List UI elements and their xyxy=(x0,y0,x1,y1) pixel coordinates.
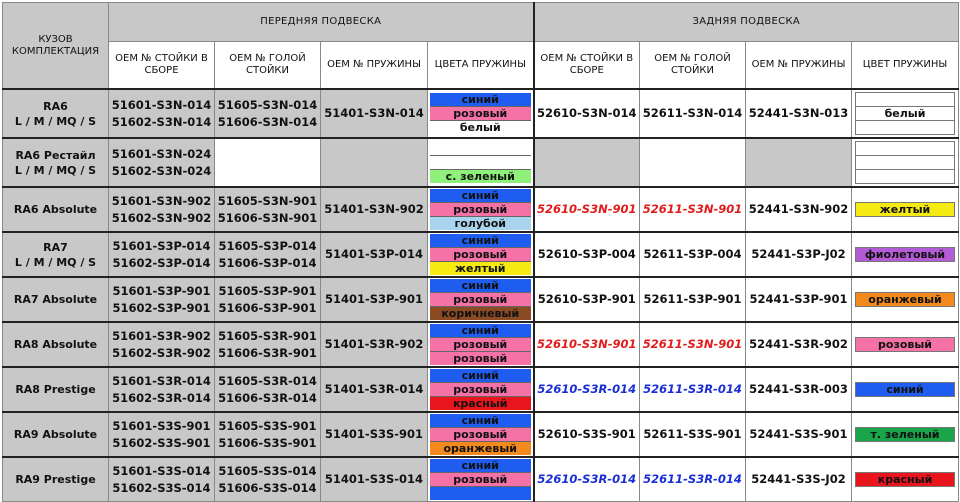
oem-number: 51605-S3S-014 xyxy=(218,463,317,478)
spring-color-swatch: розовый xyxy=(430,338,531,352)
front-colors-cell xyxy=(428,232,534,277)
oem-number: 52441-S3P-J02 xyxy=(751,247,846,261)
body-trim-cell xyxy=(3,232,109,277)
front-bare-cell xyxy=(215,138,321,187)
header-rear-spring: ОЕМ № ПРУЖИНЫ xyxy=(746,42,852,90)
front-spring-cell xyxy=(321,138,428,187)
oem-number: 51602-S3R-902 xyxy=(112,345,211,360)
oem-number: 51601-S3P-014 xyxy=(112,238,211,253)
oem-number: 51606-S3R-014 xyxy=(218,390,317,405)
rear-spring-color-swatch xyxy=(855,141,955,156)
rear-color-cell xyxy=(852,187,959,232)
oem-number: 51602-S3P-901 xyxy=(112,300,211,315)
body-trim-cell xyxy=(3,138,109,187)
oem-number: 52610-S3P-901 xyxy=(537,292,636,306)
front-assy-cell xyxy=(109,187,215,232)
oem-number: 51602-S3N-902 xyxy=(111,210,212,225)
oem-number: 51605-S3N-901 xyxy=(217,193,318,208)
oem-number: 52610-S3R-014 xyxy=(537,382,637,396)
front-assy-cell xyxy=(109,367,215,412)
body-trim-line: RA6 Absolute xyxy=(13,203,98,216)
oem-number: 52611-S3N-014 xyxy=(642,106,743,120)
oem-number: 51606-S3N-014 xyxy=(217,114,318,129)
rear-spring-cell xyxy=(746,232,852,277)
rear-assy-cell xyxy=(534,138,640,187)
table-row xyxy=(3,367,959,412)
oem-number: 52611-S3N-901 xyxy=(642,202,743,216)
spring-color-swatch: с. зеленый xyxy=(430,170,531,183)
front-colors-cell xyxy=(428,367,534,412)
body-trim-cell xyxy=(3,187,109,232)
front-spring-cell xyxy=(321,187,428,232)
oem-number: 51606-S3S-901 xyxy=(218,435,317,450)
rear-assy-cell xyxy=(534,412,640,457)
front-assy-cell xyxy=(109,322,215,367)
rear-assy-cell xyxy=(534,457,640,502)
header-front-colors: ЦВЕТА ПРУЖИНЫ xyxy=(428,42,534,90)
rear-color-cell xyxy=(852,322,959,367)
table-row xyxy=(3,138,959,187)
body-trim-line: L / M / MQ / S xyxy=(14,114,97,128)
spring-color-swatch: синий xyxy=(430,189,531,203)
oem-number: 51401-S3P-014 xyxy=(324,247,424,261)
front-colors-cell xyxy=(428,89,534,138)
body-trim-cell xyxy=(3,89,109,138)
rear-bare-cell xyxy=(640,89,746,138)
front-assy-cell xyxy=(109,89,215,138)
rear-bare-cell xyxy=(640,457,746,502)
front-assy-cell xyxy=(109,232,215,277)
rear-bare-cell xyxy=(640,232,746,277)
rear-spring-cell xyxy=(746,89,852,138)
front-assy-cell xyxy=(109,412,215,457)
table-row xyxy=(3,277,959,322)
oem-number: 52441-S3P-901 xyxy=(749,292,848,306)
header-rear-group: ЗАДНЯЯ ПОДВЕСКА xyxy=(534,3,959,42)
oem-number: 52610-S3N-901 xyxy=(537,202,637,216)
oem-number: 51401-S3N-014 xyxy=(324,106,424,120)
body-trim-cell xyxy=(3,322,109,367)
spring-color-swatch: розовый xyxy=(430,352,531,365)
oem-number: 51602-S3R-014 xyxy=(112,390,211,405)
oem-number: 51606-S3N-901 xyxy=(217,210,318,225)
oem-number: 52611-S3S-901 xyxy=(643,427,742,441)
oem-number: 52611-S3R-014 xyxy=(643,382,742,396)
rear-bare-cell xyxy=(640,367,746,412)
body-trim-cell xyxy=(3,457,109,502)
rear-spring-color-swatch: фиолетовый xyxy=(855,247,955,262)
oem-number: 51401-S3R-014 xyxy=(324,382,424,396)
oem-number: 51602-S3S-901 xyxy=(112,435,211,450)
rear-spring-color-swatch xyxy=(855,169,955,184)
rear-color-cell xyxy=(852,367,959,412)
front-bare-cell xyxy=(215,277,321,322)
oem-number: 52610-S3N-901 xyxy=(537,337,637,351)
oem-number: 51606-S3P-901 xyxy=(218,300,317,315)
oem-number: 51601-S3N-024 xyxy=(111,146,212,161)
oem-number: 51605-S3R-014 xyxy=(218,373,317,388)
header-front-bare: ОЕМ № ГОЛОЙ СТОЙКИ xyxy=(215,42,321,90)
body-trim-line: RA9 Absolute xyxy=(13,428,98,441)
rear-spring-cell xyxy=(746,277,852,322)
table-row xyxy=(3,187,959,232)
front-spring-cell xyxy=(321,89,428,138)
oem-number: 51602-S3N-024 xyxy=(111,163,212,178)
body-trim-line: RA8 Absolute xyxy=(13,338,98,351)
oem-number: 51606-S3P-014 xyxy=(218,255,317,270)
spring-color-swatch: оранжевый xyxy=(430,442,531,455)
table-row xyxy=(3,232,959,277)
oem-number: 51601-S3P-901 xyxy=(112,283,211,298)
body-trim-cell xyxy=(3,277,109,322)
spring-color-swatch: синий xyxy=(430,93,531,107)
spring-color-swatch: розовый xyxy=(430,428,531,442)
rear-spring-cell xyxy=(746,412,852,457)
body-trim-cell xyxy=(3,367,109,412)
rear-bare-cell xyxy=(640,138,746,187)
rear-assy-cell xyxy=(534,232,640,277)
rear-spring-color-swatch: т. зеленый xyxy=(855,427,955,442)
front-bare-cell xyxy=(215,457,321,502)
rear-assy-cell xyxy=(534,187,640,232)
oem-number: 51602-S3S-014 xyxy=(112,480,211,495)
oem-number: 52441-S3N-902 xyxy=(748,202,849,216)
rear-spring-color-swatch xyxy=(855,155,955,170)
spring-color-swatch xyxy=(430,487,531,500)
spring-color-swatch: розовый xyxy=(430,383,531,397)
rear-bare-cell xyxy=(640,322,746,367)
body-trim-cell xyxy=(3,412,109,457)
oem-number: 52610-S3R-014 xyxy=(537,472,637,486)
table-body xyxy=(3,89,959,502)
spring-color-swatch: розовый xyxy=(430,248,531,262)
spring-color-swatch: розовый xyxy=(430,203,531,217)
spring-color-swatch: розовый xyxy=(430,473,531,487)
oem-number: 51601-S3R-014 xyxy=(112,373,211,388)
spring-color-swatch: белый xyxy=(430,121,531,134)
spring-color-swatch: синий xyxy=(430,324,531,338)
front-bare-cell xyxy=(215,232,321,277)
rear-bare-cell xyxy=(640,412,746,457)
front-spring-cell xyxy=(321,232,428,277)
oem-number: 52611-S3P-901 xyxy=(643,292,742,306)
front-bare-cell xyxy=(215,187,321,232)
rear-assy-cell xyxy=(534,322,640,367)
rear-spring-color-swatch: красный xyxy=(855,472,955,487)
oem-number: 52441-S3R-003 xyxy=(749,382,848,396)
rear-spring-color-swatch: оранжевый xyxy=(855,292,955,307)
front-bare-cell xyxy=(215,412,321,457)
oem-number: 51601-S3S-014 xyxy=(112,463,211,478)
spring-color-swatch xyxy=(430,156,531,170)
oem-number: 51605-S3S-901 xyxy=(218,418,317,433)
front-spring-cell xyxy=(321,412,428,457)
spring-color-swatch: синий xyxy=(430,279,531,293)
rear-color-cell xyxy=(852,232,959,277)
oem-number: 51601-S3S-901 xyxy=(112,418,211,433)
oem-number: 52611-S3P-004 xyxy=(643,247,742,261)
body-trim-line: L / M / MQ / S xyxy=(14,163,97,177)
oem-number: 51606-S3S-014 xyxy=(218,480,317,495)
front-bare-cell xyxy=(215,367,321,412)
rear-spring-cell xyxy=(746,138,852,187)
rear-spring-color-swatch: желтый xyxy=(855,202,955,217)
rear-bare-cell xyxy=(640,277,746,322)
front-colors-cell xyxy=(428,138,534,187)
front-spring-cell xyxy=(321,322,428,367)
rear-color-cell xyxy=(852,412,959,457)
rear-spring-color-swatch: белый xyxy=(855,106,955,121)
table-row xyxy=(3,89,959,138)
oem-number: 52610-S3P-004 xyxy=(537,247,636,261)
rear-assy-cell xyxy=(534,277,640,322)
oem-number: 51601-S3N-014 xyxy=(111,97,212,112)
oem-number: 51606-S3R-901 xyxy=(218,345,317,360)
rear-spring-cell xyxy=(746,187,852,232)
spring-color-swatch: синий xyxy=(430,459,531,473)
rear-spring-color-swatch xyxy=(855,120,955,135)
spring-color-swatch: синий xyxy=(430,234,531,248)
spring-color-swatch: коричневый xyxy=(430,307,531,320)
rear-color-cell xyxy=(852,89,959,138)
front-spring-cell xyxy=(321,277,428,322)
body-trim-line: L / M / MQ / S xyxy=(14,255,97,269)
front-colors-cell xyxy=(428,457,534,502)
oem-number: 51601-S3N-902 xyxy=(111,193,212,208)
spring-color-swatch: синий xyxy=(430,369,531,383)
oem-number: 51401-S3N-902 xyxy=(324,202,424,216)
oem-number: 52441-S3R-902 xyxy=(749,337,848,351)
front-colors-cell xyxy=(428,322,534,367)
rear-assy-cell xyxy=(534,89,640,138)
body-trim-line: RA9 Prestige xyxy=(15,473,96,486)
header-front-spring: ОЕМ № ПРУЖИНЫ xyxy=(321,42,428,90)
spring-color-swatch: голубой xyxy=(430,217,531,230)
oem-number: 52441-S3S-J02 xyxy=(751,472,846,486)
oem-number: 51401-S3P-901 xyxy=(324,292,424,306)
oem-number: 51601-S3R-902 xyxy=(112,328,211,343)
oem-number: 51602-S3N-014 xyxy=(111,114,212,129)
front-bare-cell xyxy=(215,322,321,367)
oem-number: 51605-S3N-014 xyxy=(217,97,318,112)
spring-color-swatch: желтый xyxy=(430,262,531,275)
front-colors-cell xyxy=(428,412,534,457)
front-assy-cell xyxy=(109,277,215,322)
oem-number: 52610-S3S-901 xyxy=(537,427,636,441)
table-row xyxy=(3,322,959,367)
rear-color-cell xyxy=(852,138,959,187)
rear-spring-color-swatch: розовый xyxy=(855,337,955,352)
front-colors-cell xyxy=(428,277,534,322)
body-trim-line: RA7 Absolute xyxy=(13,293,98,306)
header-front-assy: ОЕМ № СТОЙКИ В СБОРЕ xyxy=(109,42,215,90)
rear-assy-cell xyxy=(534,367,640,412)
front-assy-cell xyxy=(109,138,215,187)
oem-number: 51401-S3R-902 xyxy=(324,337,424,351)
spring-color-swatch xyxy=(430,142,531,156)
rear-color-cell xyxy=(852,457,959,502)
oem-number: 51605-S3P-901 xyxy=(218,283,317,298)
header-body: КУЗОВ КОМПЛЕКТАЦИЯ xyxy=(3,3,109,90)
spring-color-swatch: красный xyxy=(430,397,531,410)
header-rear-bare: ОЕМ № ГОЛОЙ СТОЙКИ xyxy=(640,42,746,90)
table-row xyxy=(3,457,959,502)
body-trim-line: RA7 xyxy=(43,240,68,254)
spring-color-swatch: синий xyxy=(430,414,531,428)
oem-number: 51605-S3P-014 xyxy=(218,238,317,253)
body-trim-line: RA8 Prestige xyxy=(15,383,96,396)
oem-number: 52611-S3R-014 xyxy=(643,472,742,486)
oem-number: 52611-S3N-901 xyxy=(642,337,743,351)
front-spring-cell xyxy=(321,367,428,412)
rear-bare-cell xyxy=(640,187,746,232)
header-rear-color: ЦВЕТ ПРУЖИНЫ xyxy=(852,42,959,90)
rear-spring-cell xyxy=(746,322,852,367)
table-row xyxy=(3,412,959,457)
spring-color-swatch: розовый xyxy=(430,293,531,307)
front-spring-cell xyxy=(321,457,428,502)
oem-number: 51401-S3S-901 xyxy=(324,427,424,441)
rear-spring-cell xyxy=(746,367,852,412)
rear-spring-cell xyxy=(746,457,852,502)
header-front-group: ПЕРЕДНЯЯ ПОДВЕСКА xyxy=(109,3,534,42)
oem-number: 51401-S3S-014 xyxy=(324,472,424,486)
oem-number: 51602-S3P-014 xyxy=(112,255,211,270)
front-bare-cell xyxy=(215,89,321,138)
header-rear-assy: ОЕМ № СТОЙКИ В СБОРЕ xyxy=(534,42,640,90)
oem-number: 52441-S3N-013 xyxy=(748,106,849,120)
rear-spring-color-swatch xyxy=(855,92,955,107)
front-colors-cell xyxy=(428,187,534,232)
body-trim-line: RA6 xyxy=(43,99,68,113)
suspension-table xyxy=(2,2,959,502)
body-trim-line: RA6 Рестайл xyxy=(15,148,96,162)
spring-color-swatch: розовый xyxy=(430,107,531,121)
rear-color-cell xyxy=(852,277,959,322)
front-assy-cell xyxy=(109,457,215,502)
oem-number: 52610-S3N-014 xyxy=(537,106,637,120)
oem-number: 52441-S3S-901 xyxy=(749,427,848,441)
oem-number: 51605-S3R-901 xyxy=(218,328,317,343)
rear-spring-color-swatch: синий xyxy=(855,382,955,397)
